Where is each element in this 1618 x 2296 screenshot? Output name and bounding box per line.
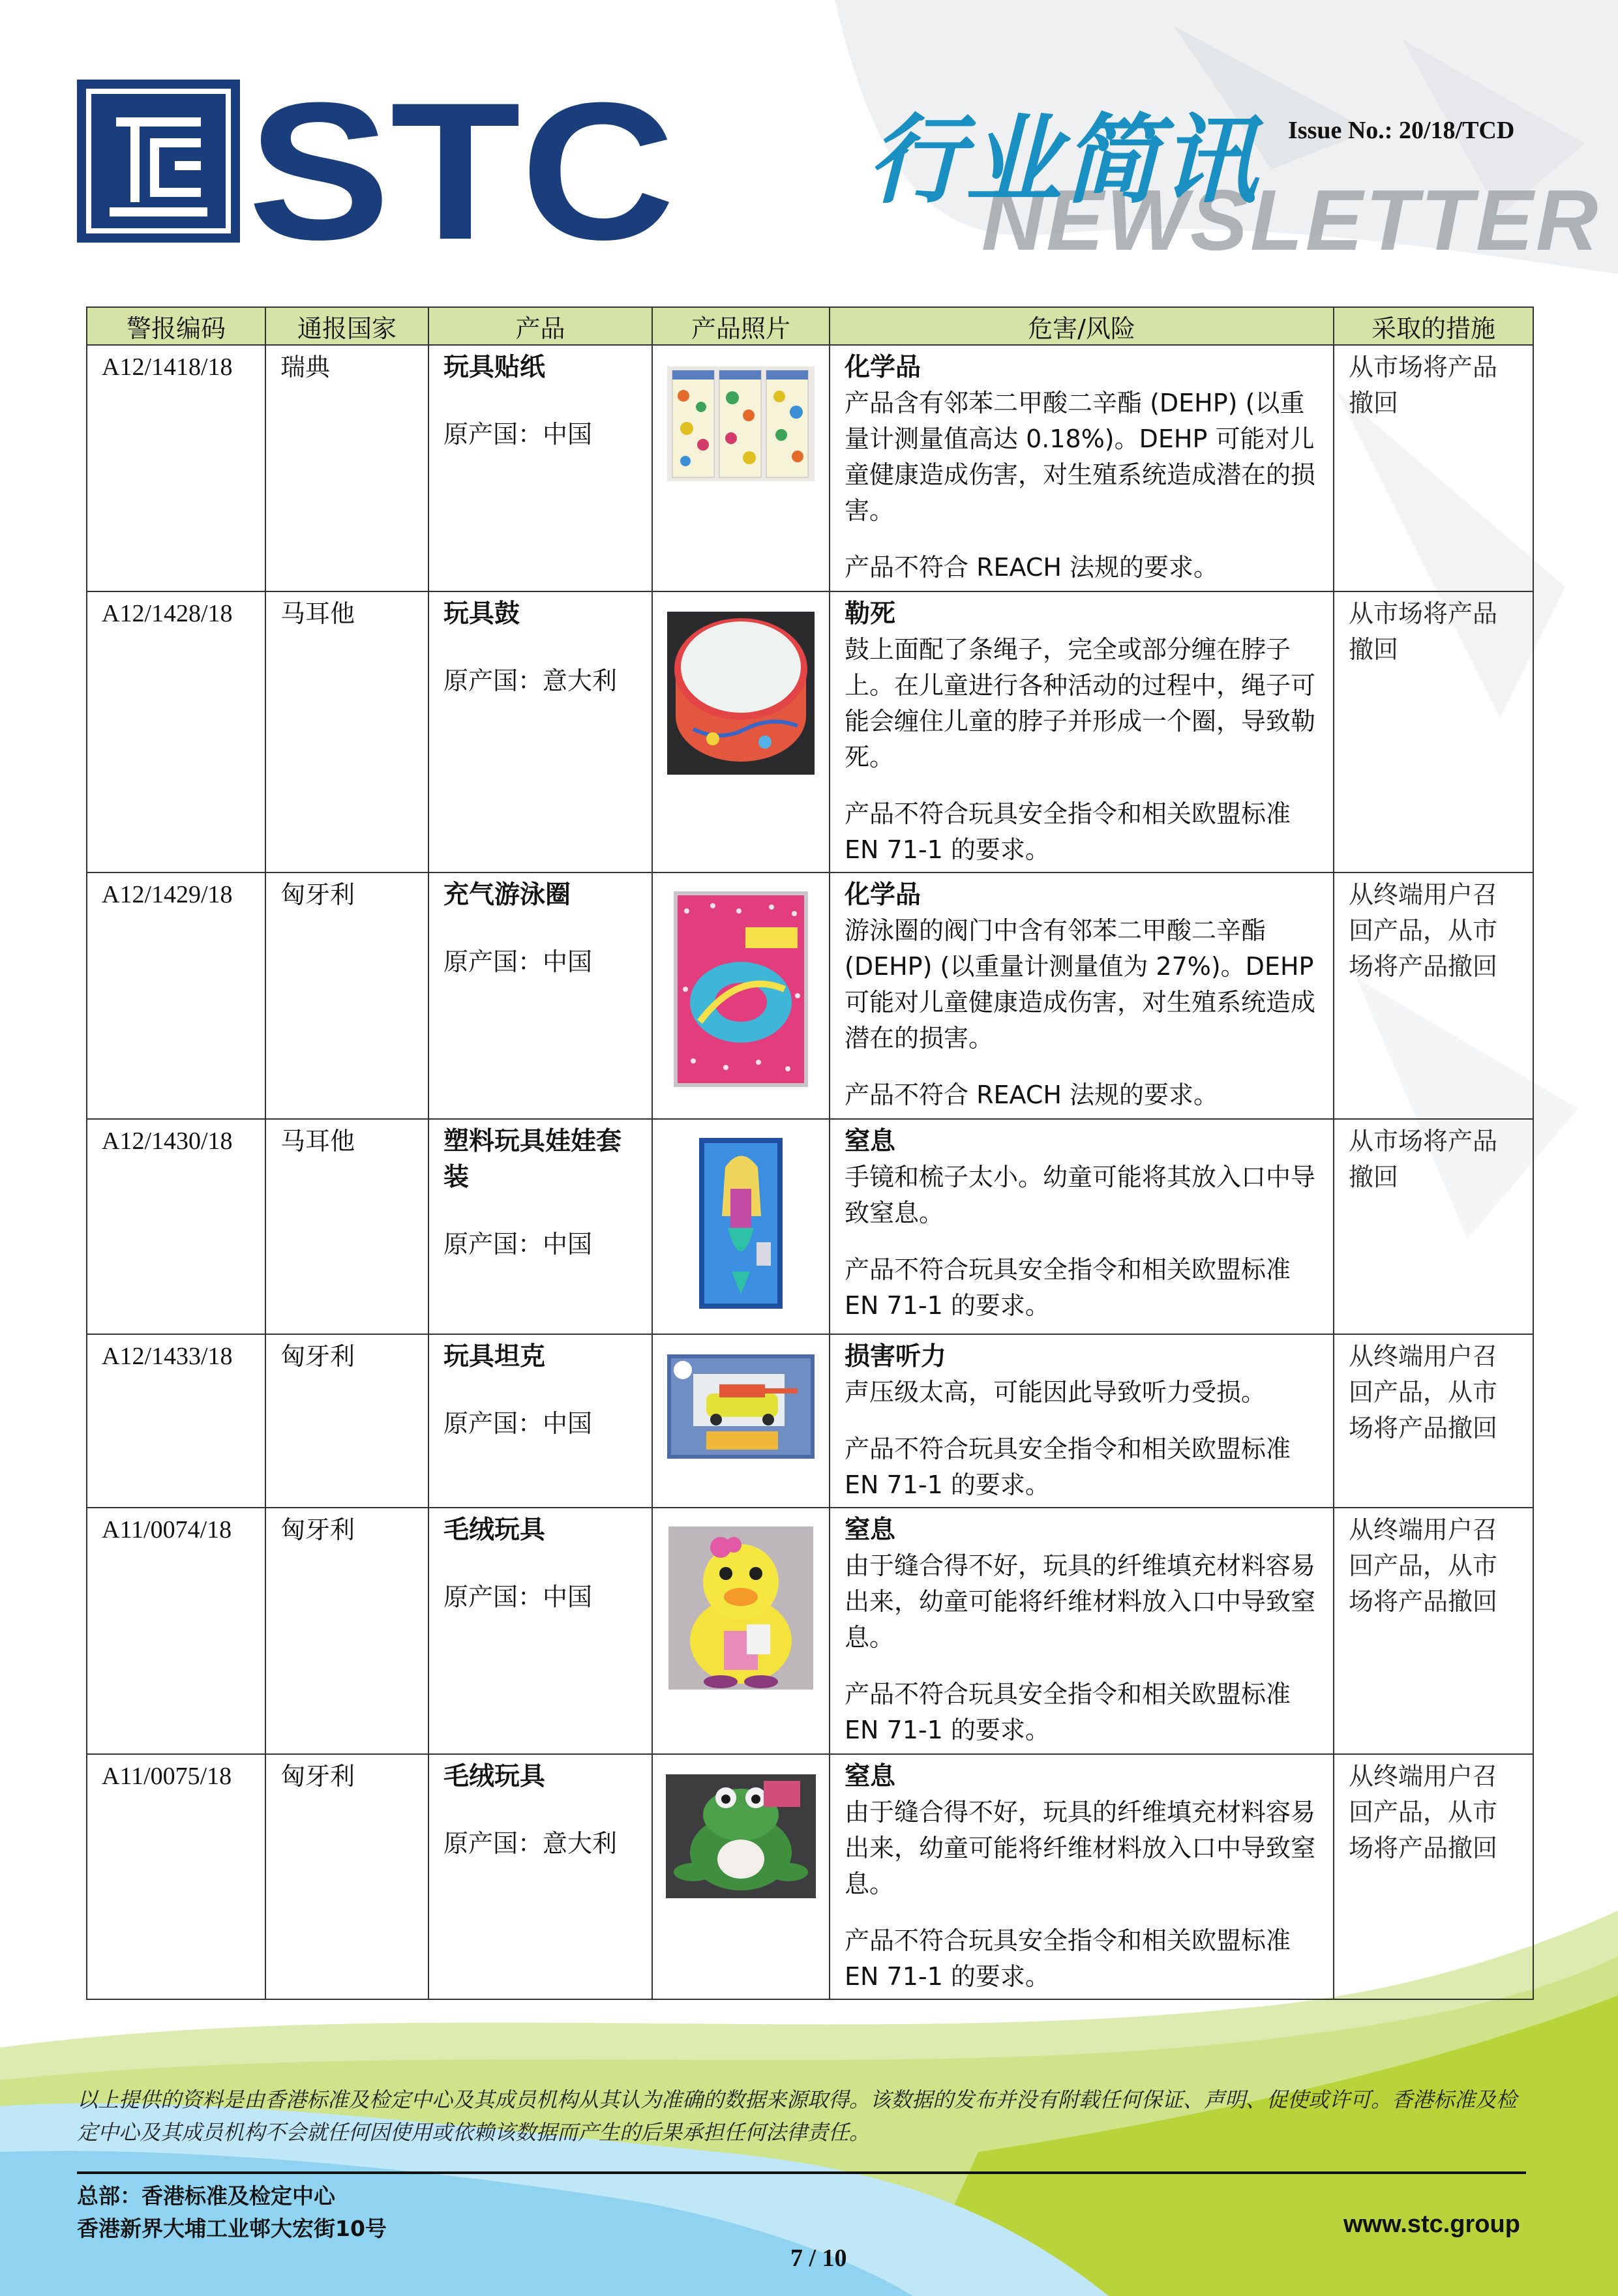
notifying-country: 匈牙利	[265, 1508, 428, 1754]
table-row	[87, 1334, 1533, 1508]
table-row	[87, 1508, 1533, 1754]
risk-description: 声压级太高，可能因此导致听力受损。	[845, 1378, 1266, 1407]
table-row	[87, 1754, 1533, 1999]
toy-stickers-photo	[667, 366, 815, 481]
website-link[interactable]: www.stc.group	[1343, 2211, 1520, 2238]
notifying-country: 马耳他	[265, 591, 428, 872]
hazard-type: 化学品	[845, 880, 921, 910]
product-cell	[428, 1334, 652, 1508]
footer-divider	[77, 2171, 1526, 2174]
hazard-type: 损害听力	[845, 1342, 947, 1371]
hazard-cell	[830, 1119, 1334, 1334]
toy-tank-photo	[667, 1354, 815, 1459]
issue-number: Issue No.: 20/18/TCD	[1288, 117, 1515, 144]
column-header-photo: 产品照片	[652, 307, 830, 345]
measures-taken: 从终端用户召回产品，从市场将产品撤回	[1334, 872, 1533, 1119]
alert-code: A12/1418/18	[87, 345, 265, 591]
photo-cell	[652, 345, 830, 591]
hazard-cell	[830, 872, 1334, 1119]
photo-cell	[652, 1119, 830, 1334]
hazard-type: 窒息	[845, 1127, 896, 1156]
alert-code: A11/0075/18	[87, 1754, 265, 1999]
risk-description: 由于缝合得不好，玩具的纤维填充材料容易出来，幼童可能将纤维材料放入口中导致窒息。	[845, 1551, 1316, 1652]
product-name: 塑料玩具娃娃套装	[443, 1127, 622, 1192]
product-origin: 原产国：意大利	[443, 666, 618, 695]
product-cell	[428, 1119, 652, 1334]
hazard-type: 窒息	[845, 1515, 896, 1545]
alerts-table	[86, 306, 1534, 2000]
headquarters-address: 香港新界大埔工业邨大宏街10号	[77, 2216, 387, 2241]
photo-cell	[652, 591, 830, 872]
hazard-type: 化学品	[845, 353, 921, 382]
column-header-product: 产品	[428, 307, 652, 345]
notifying-country: 马耳他	[265, 1119, 428, 1334]
compliance-note: 产品不符合 REACH 法规的要求。	[845, 553, 1219, 582]
hazard-type: 勒死	[845, 599, 896, 629]
notifying-country: 匈牙利	[265, 1754, 428, 1999]
compliance-note: 产品不符合玩具安全指令和相关欧盟标准 EN 71-1 的要求。	[845, 1255, 1291, 1320]
product-cell	[428, 872, 652, 1119]
product-origin: 原产国：中国	[443, 947, 593, 976]
notifying-country: 瑞典	[265, 345, 428, 591]
notifying-country: 匈牙利	[265, 872, 428, 1119]
newsletter-title-en: NEWSLETTER	[981, 172, 1601, 268]
column-header-hazard: 危害/风险	[830, 307, 1334, 345]
table-row	[87, 872, 1533, 1119]
risk-description: 产品含有邻苯二甲酸二辛酯 (DEHP) (以重量计测量值高达 0.18%)。DEHP 可能对儿童健康造成伤害，对生殖系统造成潜在的损害。	[845, 389, 1316, 525]
measures-taken: 从终端用户召回产品，从市场将产品撤回	[1334, 1334, 1533, 1508]
column-header-measures: 采取的措施	[1334, 307, 1533, 345]
stc-logo-text: STC	[248, 80, 675, 246]
toy-drum-photo	[667, 612, 815, 775]
product-origin: 原产国：中国	[443, 1409, 593, 1438]
hazard-cell	[830, 1508, 1334, 1754]
measures-taken: 从市场将产品撤回	[1334, 1119, 1533, 1334]
product-name: 充气游泳圈	[443, 880, 571, 910]
risk-description: 手镜和梳子太小。幼童可能将其放入口中导致窒息。	[845, 1163, 1316, 1227]
plush-frog-photo	[666, 1774, 816, 1898]
risk-description: 由于缝合得不好，玩具的纤维填充材料容易出来，幼童可能将纤维材料放入口中导致窒息。	[845, 1798, 1316, 1898]
risk-description: 游泳圈的阀门中含有邻苯二甲酸二辛酯 (DEHP) (以重量计测量值为 27%)。DEHP 可能对儿童健康造成伤害，对生殖系统造成潜在的损害。	[845, 916, 1316, 1052]
photo-cell	[652, 872, 830, 1119]
alert-code: A12/1429/18	[87, 872, 265, 1119]
product-origin: 原产国：中国	[443, 420, 593, 449]
product-cell	[428, 591, 652, 872]
hazard-cell	[830, 591, 1334, 872]
compliance-note: 产品不符合玩具安全指令和相关欧盟标准 EN 71-1 的要求。	[845, 799, 1291, 864]
alert-code: A12/1433/18	[87, 1334, 265, 1508]
product-name: 毛绒玩具	[443, 1515, 546, 1545]
measures-taken: 从市场将产品撤回	[1334, 345, 1533, 591]
newsletter-title-cn: 行业简讯	[867, 104, 1259, 216]
product-origin: 原产国：意大利	[443, 1829, 618, 1858]
doll-set-photo	[699, 1138, 783, 1309]
table-row	[87, 345, 1533, 591]
swim-ring-photo	[674, 891, 808, 1087]
photo-cell	[652, 1508, 830, 1754]
product-cell	[428, 1754, 652, 1999]
product-origin: 原产国：中国	[443, 1230, 593, 1259]
product-origin: 原产国：中国	[443, 1583, 593, 1611]
photo-cell	[652, 1754, 830, 1999]
column-header-country: 通报国家	[265, 307, 428, 345]
product-cell	[428, 345, 652, 591]
risk-description: 鼓上面配了条绳子，完全或部分缠在脖子上。在儿童进行各种活动的过程中，绳子可能会缠住儿童的脖子并形成一个圈，导致勒死。	[845, 635, 1316, 771]
product-name: 玩具坦克	[443, 1342, 546, 1371]
product-name: 玩具鼓	[443, 599, 520, 629]
compliance-note: 产品不符合 REACH 法规的要求。	[845, 1081, 1219, 1109]
compliance-note: 产品不符合玩具安全指令和相关欧盟标准 EN 71-1 的要求。	[845, 1926, 1291, 1991]
hazard-cell	[830, 345, 1334, 591]
alert-code: A12/1430/18	[87, 1119, 265, 1334]
measures-taken: 从终端用户召回产品，从市场将产品撤回	[1334, 1508, 1533, 1754]
page-header	[0, 0, 1618, 287]
alert-code: A12/1428/18	[87, 591, 265, 872]
hazard-cell	[830, 1334, 1334, 1508]
photo-cell	[652, 1334, 830, 1508]
stc-logo	[77, 80, 683, 246]
plush-duck-photo	[668, 1527, 813, 1690]
compliance-note: 产品不符合玩具安全指令和相关欧盟标准 EN 71-1 的要求。	[845, 1680, 1291, 1744]
compliance-note: 产品不符合玩具安全指令和相关欧盟标准 EN 71-1 的要求。	[845, 1435, 1291, 1499]
column-header-alert-code: 警报编码	[87, 307, 265, 345]
page-number: 7 / 10	[790, 2244, 847, 2272]
table-row	[87, 591, 1533, 872]
measures-taken: 从市场将产品撤回	[1334, 591, 1533, 872]
hazard-type: 窒息	[845, 1762, 896, 1791]
table-row	[87, 1119, 1533, 1334]
alert-code: A11/0074/18	[87, 1508, 265, 1754]
headquarters-name: 总部：香港标准及检定中心	[77, 2183, 335, 2209]
measures-taken: 从终端用户召回产品，从市场将产品撤回	[1334, 1754, 1533, 1999]
product-cell	[428, 1508, 652, 1754]
disclaimer-text: 以上提供的资料是由香港标准及检定中心及其成员机构从其认为准确的数据来源取得。该数据的发布并没有附载任何保证、声明、促使或许可。香港标准及检定中心及其成员机构不会就任何因使用或依赖该数据而产生的后果承担任何法律责任。	[77, 2087, 1518, 2145]
product-name: 毛绒玩具	[443, 1762, 546, 1791]
table-header-row	[87, 307, 1533, 345]
product-name: 玩具贴纸	[443, 353, 546, 382]
hazard-cell	[830, 1754, 1334, 1999]
notifying-country: 匈牙利	[265, 1334, 428, 1508]
